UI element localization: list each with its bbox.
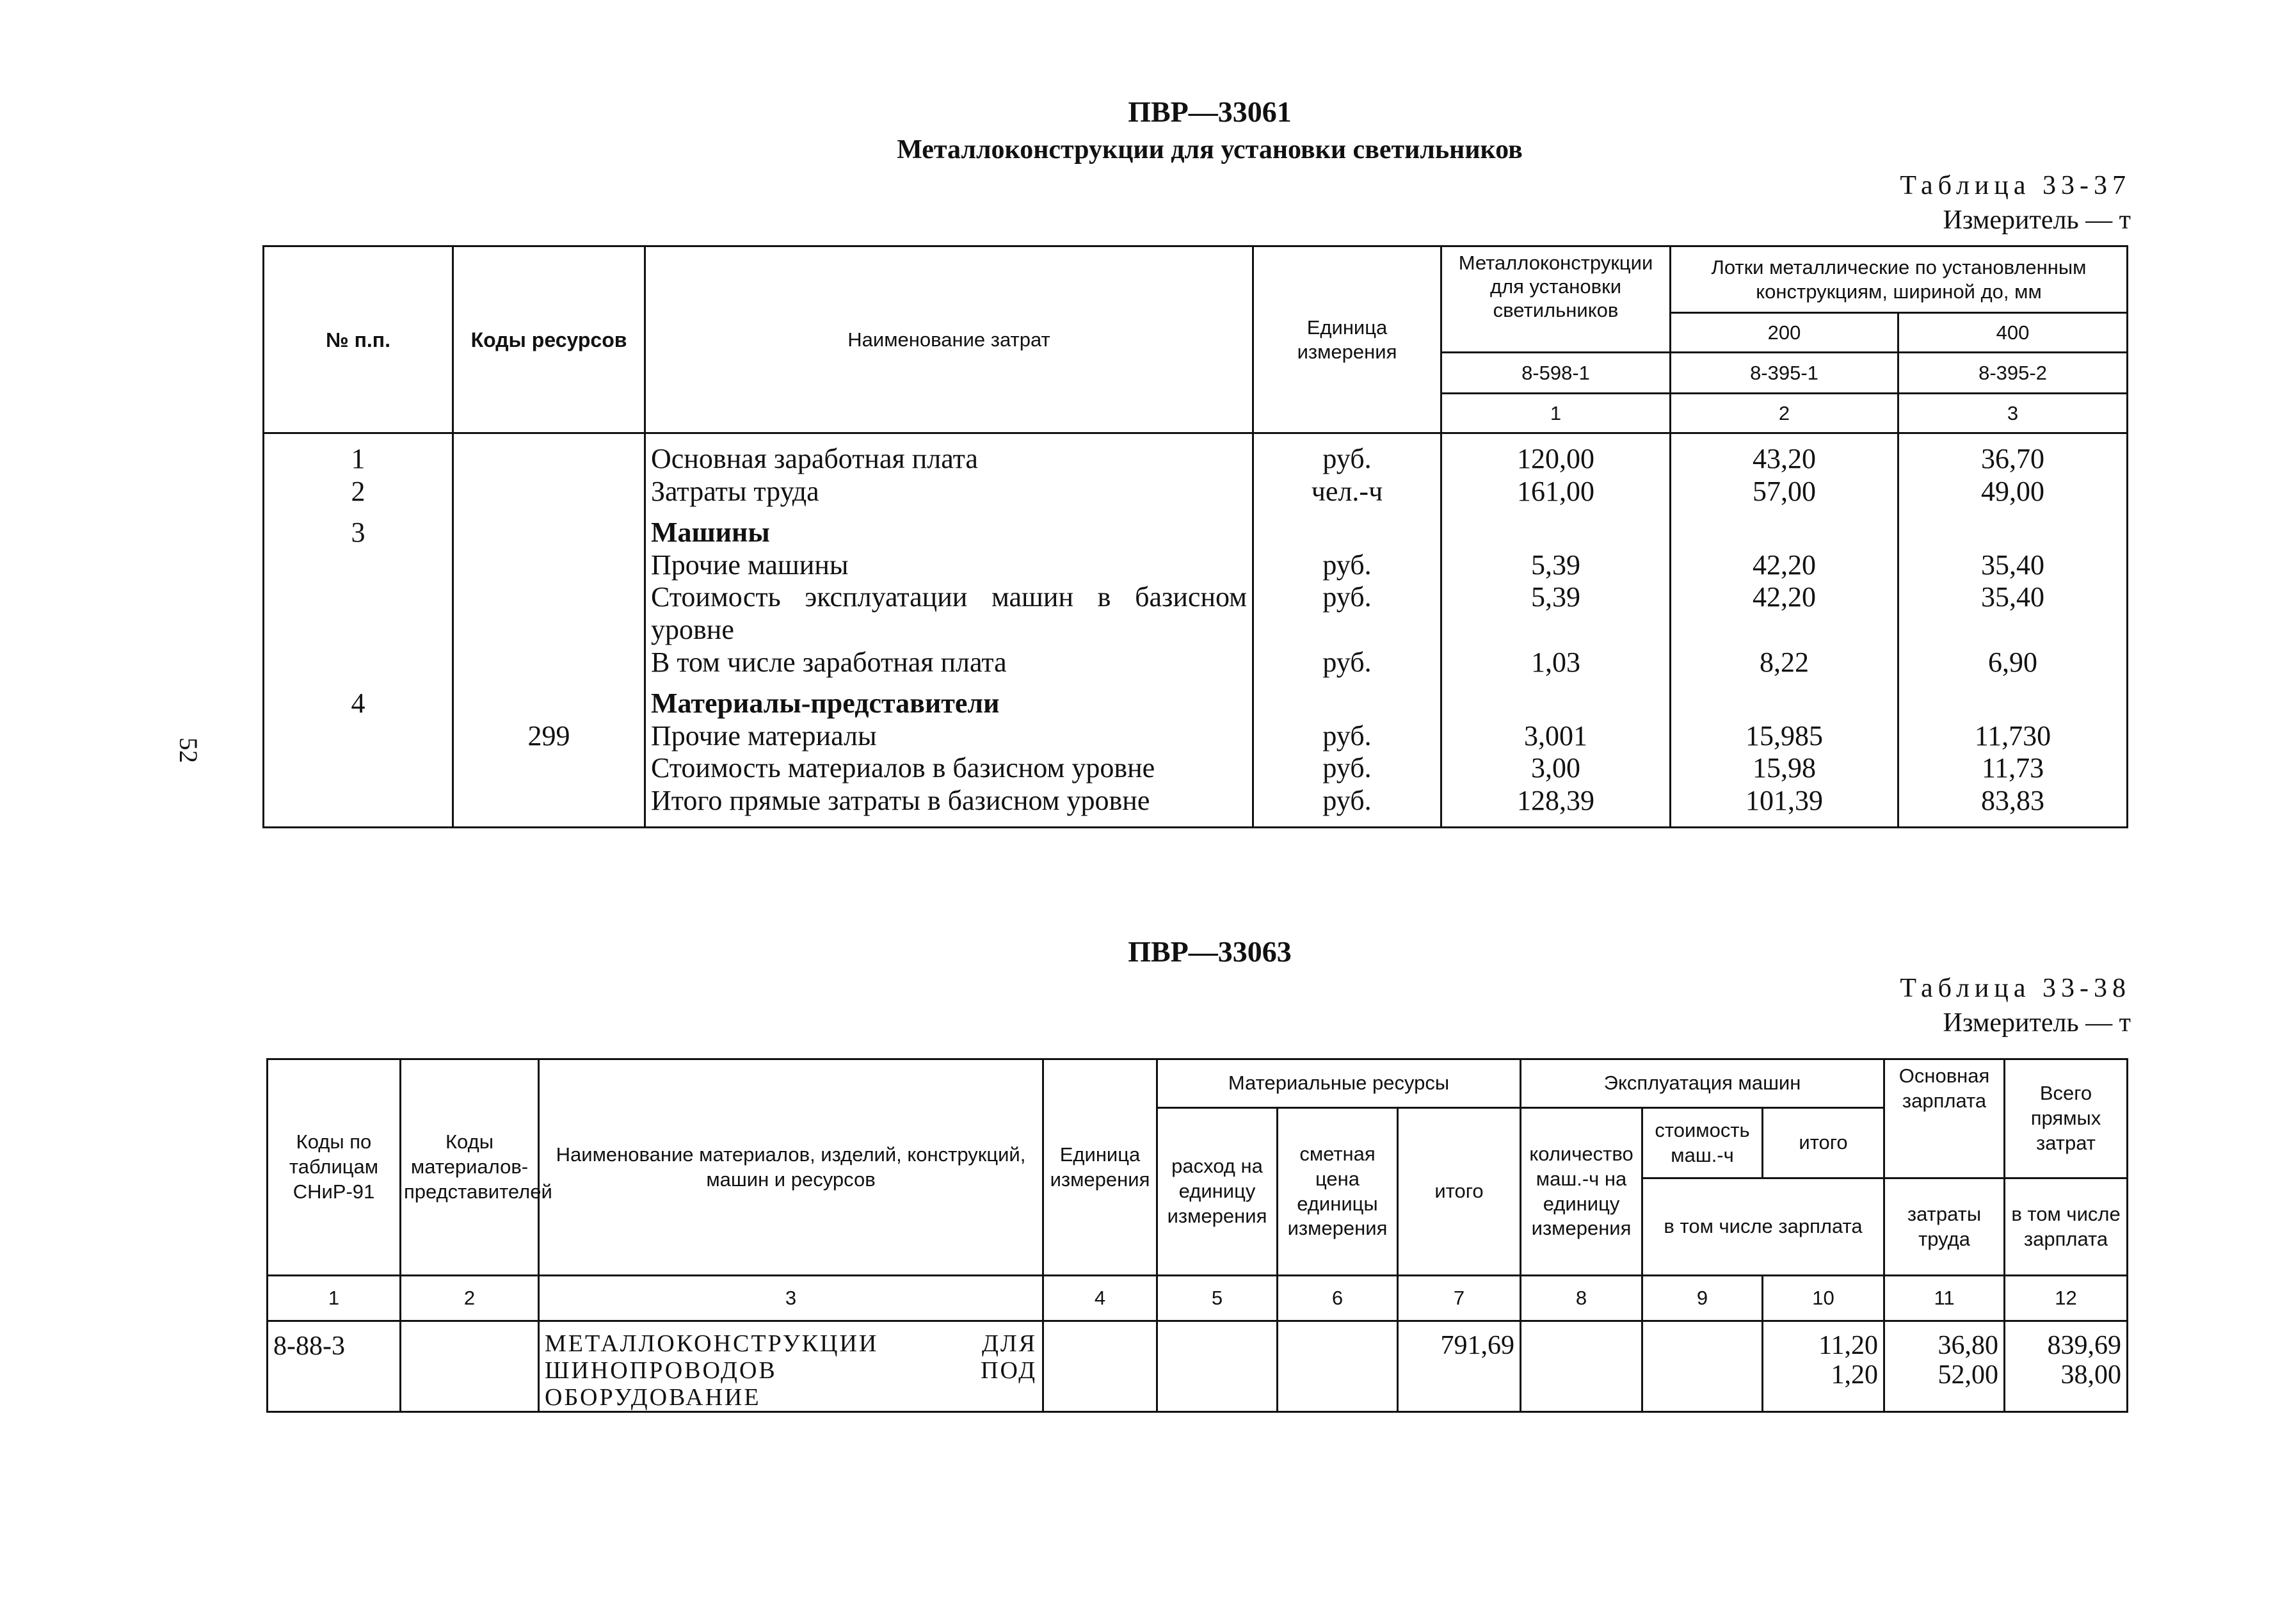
row-value-2: 42,20 [1671, 581, 1898, 646]
header-material-codes: Коды материалов-представителей [401, 1059, 539, 1276]
header-including-wage-2: в том числе зарплата [2005, 1178, 2128, 1276]
header-including-wage: в том числе зарплата [1642, 1178, 1884, 1276]
column-number: 10 [1763, 1276, 1884, 1321]
table-row [264, 679, 2128, 720]
row-value-3: 11,73 [1898, 752, 2128, 785]
row-value-1: 3,00 [1441, 752, 1671, 785]
column-number: 4 [1043, 1276, 1157, 1321]
row-unit: руб. [1253, 549, 1441, 582]
column-number: 1 [268, 1276, 401, 1321]
row-name: Прочие материалы [645, 720, 1253, 753]
row-value-2: 15,985 [1671, 720, 1898, 753]
column-number: 9 [1642, 1276, 1763, 1321]
row-material-code [401, 1321, 539, 1412]
header-trays: Лотки металлические по установленным конструкциям, шириной до, мм [1671, 246, 2128, 313]
row-num [264, 549, 453, 582]
total-wage-value: 38,00 [2060, 1360, 2122, 1390]
header-code-2: 8-395-1 [1671, 353, 1898, 394]
row-material-total: 791,69 [1398, 1321, 1521, 1412]
header-colnum-2: 2 [1671, 394, 1898, 433]
row-value-1: 161,00 [1441, 476, 1671, 508]
table-row [268, 1321, 2128, 1412]
row-value-1: 120,00 [1441, 433, 1671, 476]
row-num [264, 785, 453, 827]
section1-measure: Измеритель — т [1943, 205, 2131, 235]
row-value-2: 101,39 [1671, 785, 1898, 827]
row-machine-cost [1642, 1321, 1763, 1412]
header-codes: Коды ресурсов [453, 246, 645, 433]
row-value-3: 11,730 [1898, 720, 2128, 753]
row-value-1: 3,001 [1441, 720, 1671, 753]
row-value-1: 5,39 [1441, 581, 1671, 646]
section2-measure: Измеритель — т [1943, 1008, 2131, 1038]
row-value-3 [1898, 679, 2128, 720]
row-machine-total [1763, 1321, 1884, 1412]
row-name: Прочие машины [645, 549, 1253, 582]
column-number: 5 [1157, 1276, 1278, 1321]
table-row [264, 508, 2128, 549]
row-per-unit [1157, 1321, 1278, 1412]
row-unit: руб. [1253, 433, 1441, 476]
base-wage-value: 36,80 [1938, 1331, 1999, 1360]
row-code [453, 433, 645, 476]
table-row [264, 720, 2128, 753]
row-name: Основная заработная плата [645, 433, 1253, 476]
row-unit: руб. [1253, 785, 1441, 827]
row-value-2 [1671, 679, 1898, 720]
row-snip-code: 8-88-3 [268, 1321, 401, 1412]
header-material-total: итого [1398, 1108, 1521, 1276]
header-unit: Единица измерения [1043, 1059, 1157, 1276]
row-code [453, 679, 645, 720]
column-number: 3 [539, 1276, 1043, 1321]
header-width-400: 400 [1898, 313, 2128, 353]
row-value-3: 49,00 [1898, 476, 2128, 508]
row-value-3 [1898, 508, 2128, 549]
row-value-3: 35,40 [1898, 549, 2128, 582]
row-unit [1253, 679, 1441, 720]
header-labor: затраты труда [1884, 1178, 2005, 1276]
section1-title: Металлоконструкции для установки светильников [897, 135, 1523, 165]
header-colnum-1: 1 [1441, 394, 1671, 433]
row-value-1: 1,03 [1441, 647, 1671, 679]
row-num: 1 [264, 433, 453, 476]
row-code [453, 752, 645, 785]
row-value-3: 36,70 [1898, 433, 2128, 476]
table-row [264, 549, 2128, 582]
column-number: 8 [1521, 1276, 1642, 1321]
row-value-3: 35,40 [1898, 581, 2128, 646]
row-code [453, 647, 645, 679]
header-snip-codes: Коды по таблицам СНиР-91 [268, 1059, 401, 1276]
table-row [264, 476, 2128, 508]
machine-wage-value: 1,20 [1831, 1360, 1879, 1390]
page-number: 52 [174, 737, 203, 763]
header-code-3: 8-395-2 [1898, 353, 2128, 394]
column-number: 7 [1398, 1276, 1521, 1321]
row-unit: руб. [1253, 647, 1441, 679]
row-value-2: 43,20 [1671, 433, 1898, 476]
row-name: Итого прямые затраты в базисном уровне [645, 785, 1253, 827]
header-col1: Металлоконструкции для установки светильников [1441, 246, 1671, 353]
section1-table-number: Таблица 33-37 [1900, 171, 2131, 200]
header-estimated-price: сметная цена единицы измерения [1278, 1108, 1398, 1276]
row-name: Стоимость материалов в базисном уровне [645, 752, 1253, 785]
row-base-wage [1884, 1321, 2005, 1412]
row-name: Стоимость эксплуатации машин в базисном уровне [645, 581, 1253, 646]
row-unit [1253, 508, 1441, 549]
row-num: 3 [264, 508, 453, 549]
row-estimated-price [1278, 1321, 1398, 1412]
table-row [264, 433, 2128, 476]
row-unit: руб. [1253, 720, 1441, 753]
row-value-1: 5,39 [1441, 549, 1671, 582]
row-unit [1043, 1321, 1157, 1412]
header-name: Наименование материалов, изделий, конструкций, машин и ресурсов [539, 1059, 1043, 1276]
section2-table-number: Таблица 33-38 [1900, 974, 2131, 1003]
row-code [453, 476, 645, 508]
row-machine-hours [1521, 1321, 1642, 1412]
row-value-3: 6,90 [1898, 647, 2128, 679]
row-total-direct [2005, 1321, 2128, 1412]
header-machine-cost: стоимость маш.-ч [1642, 1108, 1763, 1178]
row-name: Машины [645, 508, 1253, 549]
row-code: 299 [453, 720, 645, 753]
row-name: В том числе заработная плата [645, 647, 1253, 679]
machine-total-value: 11,20 [1818, 1331, 1879, 1360]
row-num: 2 [264, 476, 453, 508]
row-num [264, 752, 453, 785]
column-number: 6 [1278, 1276, 1398, 1321]
row-value-1: 128,39 [1441, 785, 1671, 827]
column-number: 2 [401, 1276, 539, 1321]
section2-code: ПВР—33063 [1128, 935, 1292, 968]
row-value-1 [1441, 508, 1671, 549]
column-number: 11 [1884, 1276, 2005, 1321]
header-per-unit: расход на единицу измерения [1157, 1108, 1278, 1276]
row-value-2: 57,00 [1671, 476, 1898, 508]
table-row [264, 581, 2128, 646]
column-numbers-row [268, 1276, 2128, 1321]
row-num [264, 647, 453, 679]
row-code [453, 581, 645, 646]
header-colnum-3: 3 [1898, 394, 2128, 433]
header-machine-operation: Эксплуатация машин [1521, 1059, 1884, 1108]
row-value-2: 8,22 [1671, 647, 1898, 679]
row-code [453, 508, 645, 549]
table-row [264, 785, 2128, 827]
row-num [264, 720, 453, 753]
row-unit: чел.-ч [1253, 476, 1441, 508]
header-width-200: 200 [1671, 313, 1898, 353]
row-num: 4 [264, 679, 453, 720]
row-unit: руб. [1253, 752, 1441, 785]
row-value-3: 83,83 [1898, 785, 2128, 827]
row-value-1 [1441, 679, 1671, 720]
section1-code: ПВР—33061 [1128, 95, 1292, 128]
header-name: Наименование затрат [645, 246, 1253, 433]
table-row [264, 647, 2128, 679]
column-number: 12 [2005, 1276, 2128, 1321]
header-num: № п.п. [264, 246, 453, 433]
total-direct-value: 839,69 [2047, 1331, 2122, 1360]
header-machine-total: итого [1763, 1108, 1884, 1178]
labor-value: 52,00 [1938, 1360, 1999, 1390]
header-total-direct: Всего прямых затрат [2005, 1059, 2128, 1178]
row-code [453, 549, 645, 582]
row-name: Материалы-представители [645, 679, 1253, 720]
row-name: Затраты труда [645, 476, 1253, 508]
row-name: МЕТАЛЛОКОНСТРУКЦИИ ДЛЯ ШИНОПРОВОДОВ ПОД ОБОРУДОВАНИЕ [539, 1321, 1043, 1412]
row-code [453, 785, 645, 827]
header-machine-hours: количество маш.-ч на единицу измерения [1521, 1108, 1642, 1276]
header-base-wage: Основная зарплата [1884, 1059, 2005, 1178]
row-value-2: 15,98 [1671, 752, 1898, 785]
table-row [264, 752, 2128, 785]
row-value-2 [1671, 508, 1898, 549]
resource-table-33-38 [266, 1058, 2128, 1413]
header-code-1: 8-598-1 [1441, 353, 1671, 394]
header-material-resources: Материальные ресурсы [1157, 1059, 1521, 1108]
row-num [264, 581, 453, 646]
header-unit: Единица измерения [1253, 246, 1441, 433]
row-unit: руб. [1253, 581, 1441, 646]
row-value-2: 42,20 [1671, 549, 1898, 582]
cost-table-33-37 [262, 245, 2128, 828]
